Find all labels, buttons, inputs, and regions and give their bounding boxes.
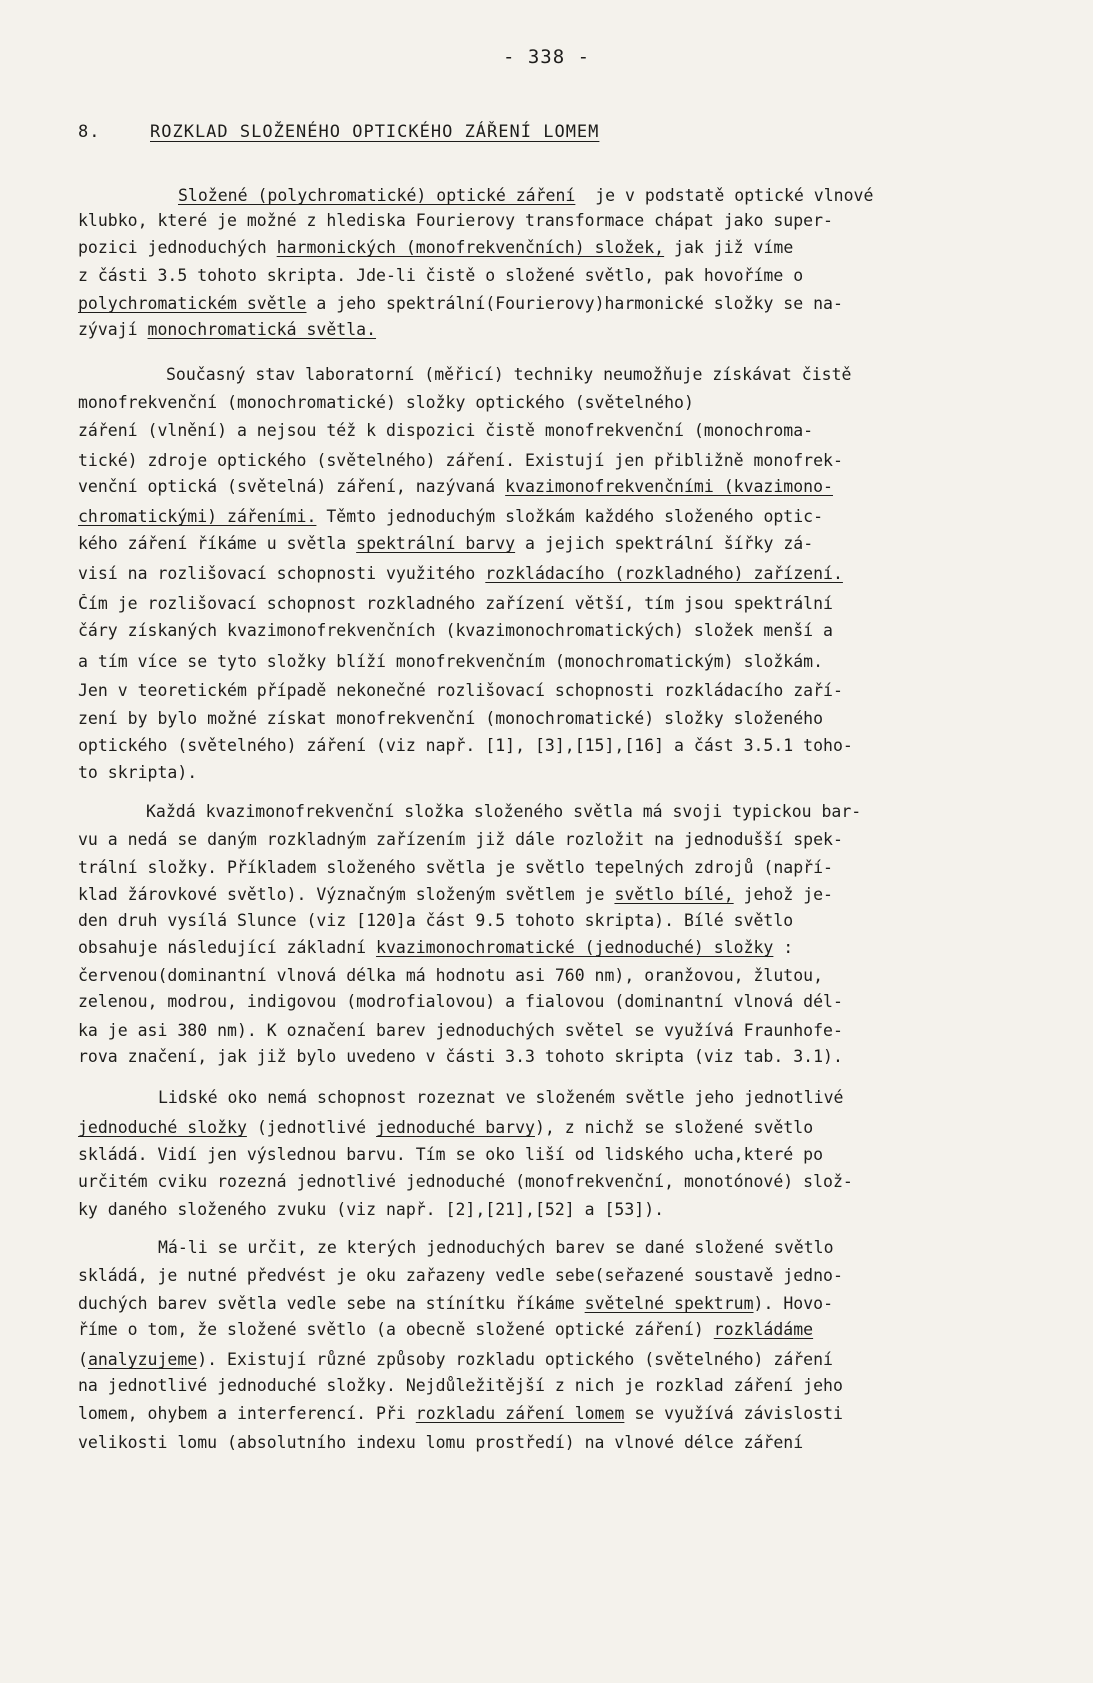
text-segment: Současný stav laboratorní (měřicí) techniky neumožňuje získávat čistě [166, 365, 852, 384]
text-segment: Čím je rozlišovací schopnost rozkladného zařízení větší, tím jsou spektrální [78, 594, 833, 613]
text-line [78, 736, 1038, 756]
text-segment: Každá kvazimonofrekvenční složka složeného světla má svoji typickou bar- [146, 802, 862, 821]
text-segment: monofrekvenční (monochromatické) složky optického (světelného) [78, 393, 694, 412]
text-line [78, 477, 1038, 497]
text-segment: rova značení, jak již bylo uvedeno v části 3.3 tohoto skripta (viz tab. 3.1). [78, 1047, 843, 1066]
text-line [78, 1118, 1038, 1138]
text-line [78, 885, 1038, 905]
text-segment: Jen v teoretickém případě nekonečné rozlišovací schopnosti rozkládacího zaří- [78, 681, 843, 700]
text-line [78, 1172, 1038, 1192]
underlined-term: jednoduché barvy [376, 1118, 535, 1137]
text-segment: na jednotlivé jednoduché složky. Nejdůležitější z nich je rozklad záření jeho [78, 1376, 843, 1395]
text-line [78, 1294, 1038, 1314]
text-segment: obsahuje následující základní [78, 938, 377, 957]
text-line [78, 992, 1038, 1012]
text-line [78, 507, 1038, 527]
text-segment: skládá, je nutné předvést je oku zařazeny vedle sebe(seřazené soustavě jedno- [78, 1266, 843, 1285]
underlined-term: jednoduché složky [78, 1118, 247, 1137]
text-segment: záření (vlnění) a nejsou též k dispozici čistě monofrekvenční (monochroma- [78, 421, 814, 440]
text-segment: zývají [78, 320, 148, 339]
text-segment: kého záření říkáme u světla [78, 534, 357, 553]
text-line [78, 911, 1038, 931]
text-segment: (jednotlivé [246, 1118, 377, 1137]
text-segment: a tím více se tyto složky blíží monofrekvenčním (monochromatickým) složkám. [78, 652, 824, 671]
text-line [78, 709, 1038, 729]
text-line [78, 365, 1093, 385]
text-line [78, 1433, 1038, 1453]
text-segment: klubko, které je možné z hlediska Fourierovy transformace chápat jako super- [78, 211, 833, 230]
text-segment: je v podstatě optické vlnové [575, 186, 874, 205]
section-number: 8. [78, 122, 101, 142]
text-line [78, 652, 1038, 672]
text-line [78, 320, 1038, 340]
text-segment: Má-li se určit, ze kterých jednoduchých barev se dané složené světlo [158, 1238, 834, 1257]
text-segment: čáry získaných kvazimonofrekvenčních (kvazimonochromatických) složek menší a [78, 621, 833, 640]
text-segment: lomem, ohybem a interferencí. Při [78, 1404, 416, 1423]
text-line [78, 763, 1038, 783]
text-segment: červenou(dominantní vlnová délka má hodnotu asi 760 nm), oranžovou, žlutou, [78, 966, 824, 985]
underlined-term: světelné spektrum [584, 1294, 754, 1313]
text-segment: ), z nichž se složené světlo [534, 1118, 814, 1137]
text-segment: z části 3.5 tohoto skripta. Jde-li čistě o složené světlo, pak hovoříme o [78, 266, 804, 285]
text-segment: Těmto jednoduchým složkám každého složeného optic- [316, 507, 824, 526]
text-line [78, 966, 1038, 986]
text-line [78, 211, 1038, 231]
text-line [78, 830, 1038, 850]
underlined-term: kvazimonofrekvenčními (kvazimono- [505, 477, 833, 496]
text-segment: ). Existují různé způsoby rozkladu optického (světelného) záření [197, 1350, 833, 1369]
text-segment: klad žárovkové světlo). Význačným složeným světlem je [78, 885, 615, 904]
text-line [78, 421, 1038, 441]
text-segment: duchých barev světla vedle sebe na stínítku říkáme [78, 1294, 585, 1313]
text-segment: den druh vysílá Slunce (viz [120]a část 9.5 tohoto skripta). Bílé světlo [78, 911, 794, 930]
text-segment: tické) zdroje optického (světelného) záření. Existují jen přibližně monofrek- [78, 451, 843, 470]
underlined-term: polychromatickém světle [78, 294, 307, 313]
text-line [78, 186, 1093, 206]
text-segment: a jeho spektrální(Fourierovy)harmonické složky se na- [306, 294, 843, 313]
text-line [78, 1320, 1038, 1340]
text-segment: se využívá závislosti [624, 1404, 843, 1423]
text-segment: a jejich spektrální šířky zá- [515, 534, 814, 553]
text-segment: Lidské oko nemá schopnost rozeznat ve složeném světle jeho jednotlivé [158, 1088, 844, 1107]
text-segment: vu a nedá se daným rozkladným zařízením již dále rozložit na jednodušší spek- [78, 830, 843, 849]
text-line [78, 802, 1093, 822]
text-segment: zelenou, modrou, indigovou (modrofialovou) a fialovou (dominantní vlnová dél- [78, 992, 843, 1011]
underlined-term: harmonických (monofrekvenčních) složek, [276, 238, 665, 257]
text-line [78, 238, 1038, 258]
text-segment: říme o tom, že složené světlo (a obecně složené optické záření) [78, 1320, 714, 1339]
underlined-term: rozkládacího (rozkladného) zařízení. [485, 564, 843, 583]
text-segment: ). Hovo- [753, 1294, 834, 1313]
text-segment: : [773, 938, 794, 957]
text-line [78, 1350, 1038, 1370]
text-segment: to skripta). [78, 763, 198, 782]
text-segment: ky daného složeného zvuku (viz např. [2],[21],[52] a [53]). [78, 1200, 665, 1219]
text-segment: velikosti lomu (absolutního indexu lomu prostředí) na vlnové délce záření [78, 1433, 804, 1452]
section-heading [78, 122, 599, 142]
text-line [78, 1266, 1038, 1286]
text-segment: pozici jednoduchých [78, 238, 277, 257]
text-segment: jehož je- [733, 885, 833, 904]
underlined-term: chromatickými) zářeními. [78, 507, 317, 526]
text-line [78, 681, 1038, 701]
text-line [78, 1238, 1093, 1258]
text-line [78, 451, 1038, 471]
text-line [78, 1145, 1038, 1165]
text-line [78, 1200, 1038, 1220]
text-segment: ka je asi 380 nm). K označení barev jednoduchých světel se využívá Fraunhofe- [78, 1021, 843, 1040]
text-line [78, 393, 1038, 413]
underlined-term: rozkladu záření lomem [415, 1404, 625, 1423]
text-segment: visí na rozlišovací schopnosti využitého [78, 564, 486, 583]
underlined-term: kvazimonochromatické (jednoduché) složky [376, 938, 774, 957]
text-segment: ( [78, 1350, 88, 1369]
text-line [78, 1021, 1038, 1041]
underlined-term: rozkládáme [713, 1320, 814, 1339]
page-number: - 338 - [502, 46, 591, 68]
underlined-term: analyzujeme [87, 1350, 198, 1369]
text-line [78, 1088, 1093, 1108]
text-segment: optického (světelného) záření (viz např. [1], [3],[15],[16] a část 3.5.1 toho- [78, 736, 853, 755]
text-line [78, 534, 1038, 554]
text-segment: skládá. Vidí jen výslednou barvu. Tím se oko liší od lidského ucha,které po [78, 1145, 824, 1164]
text-line [78, 594, 1038, 614]
text-segment: určitém cviku rozezná jednotlivé jednoduché (monofrekvenční, monotónové) slož- [78, 1172, 853, 1191]
underlined-term: světlo bílé, [614, 885, 734, 904]
text-line [78, 1404, 1038, 1424]
text-line [78, 938, 1038, 958]
text-segment: venční optická (světelná) záření, nazývaná [78, 477, 506, 496]
text-segment: zení by bylo možné získat monofrekvenční (monochromatické) složky složeného [78, 709, 824, 728]
underlined-term: spektrální barvy [356, 534, 516, 553]
underlined-term: Složené (polychromatické) optické záření [178, 186, 576, 205]
section-title: ROZKLAD SLOŽENÉHO OPTICKÉHO ZÁŘENÍ LOMEM [150, 122, 600, 142]
text-segment: jak již víme [664, 238, 794, 257]
text-line [78, 564, 1038, 584]
text-line [78, 294, 1038, 314]
text-line [78, 1376, 1038, 1396]
text-line [78, 858, 1038, 878]
text-line [78, 1047, 1038, 1067]
underlined-term: monochromatická světla. [147, 320, 377, 339]
text-segment: trální složky. Příkladem složeného světla je světlo tepelných zdrojů (napří- [78, 858, 833, 877]
text-line [78, 621, 1038, 641]
text-line [78, 266, 1038, 286]
